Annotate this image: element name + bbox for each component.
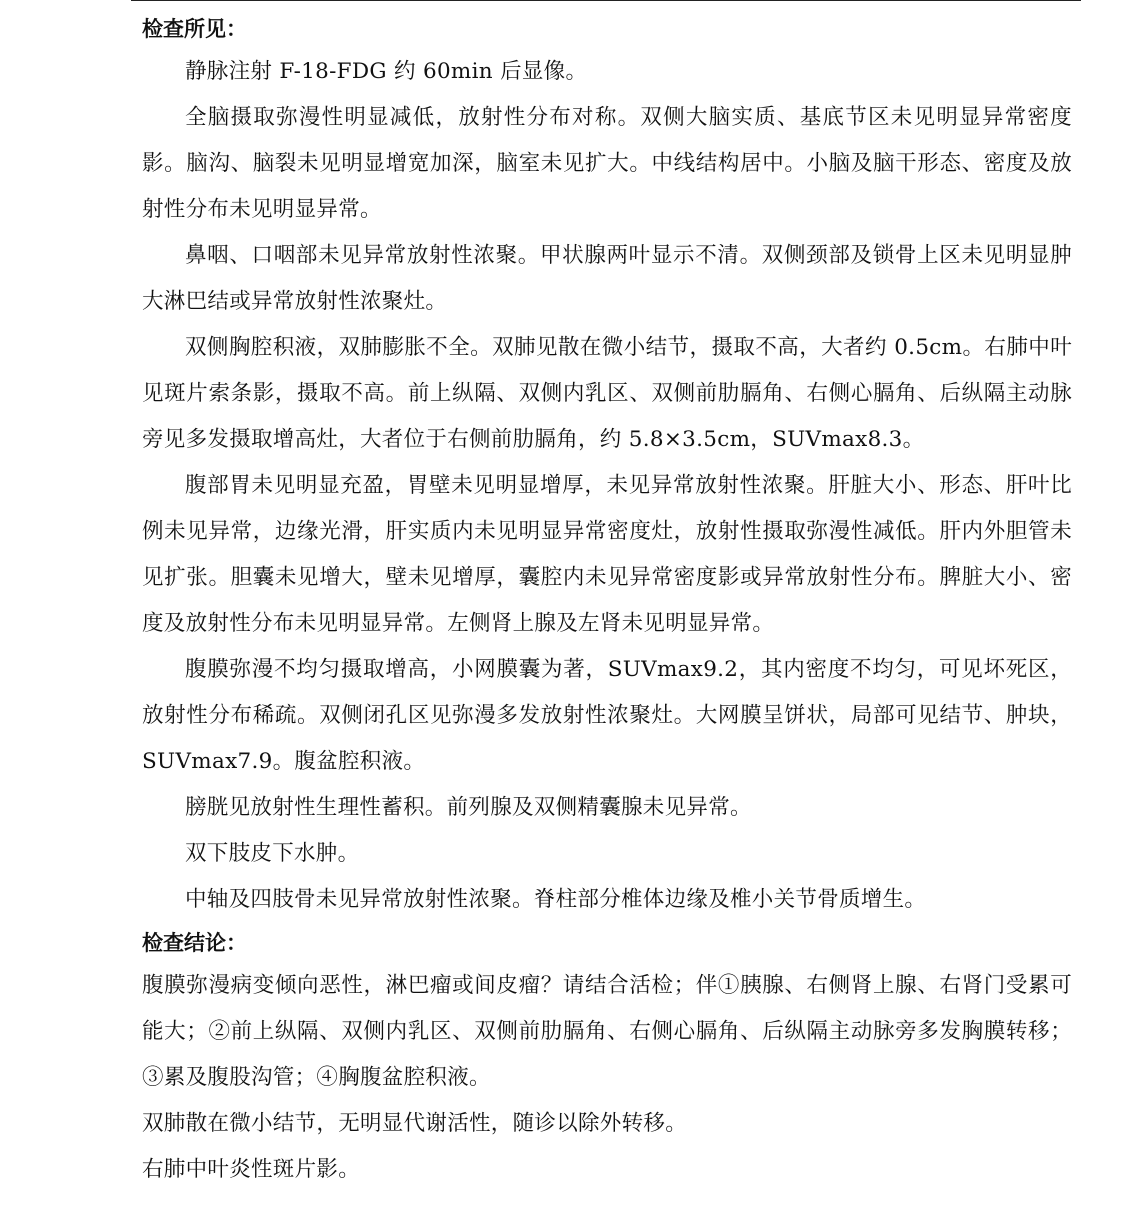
findings-paragraph-neck: 鼻咽、口咽部未见异常放射性浓聚。甲状腺两叶显示不清。双侧颈部及锁骨上区未见明显肿大淋巴结或异常放射性浓聚灶。 bbox=[142, 243, 1072, 314]
conclusion-paragraph-peritoneum: 腹膜弥漫病变倾向恶性，淋巴瘤或间皮瘤？请结合活检；伴①胰腺、右侧肾上腺、右肾门受累可能大；②前上纵隔、双侧内乳区、双侧前肋膈角、右侧心膈角、后纵隔主动脉旁多发胸膜转移；③累及腹股沟管；④胸腹盆腔积液。 bbox=[142, 973, 1072, 1090]
conclusion-section bbox=[142, 963, 1072, 1193]
findings-paragraph-injection: 静脉注射 F-18-FDG 约 60min 后显像。 bbox=[185, 59, 588, 84]
findings-paragraph-bones: 中轴及四肢骨未见异常放射性浓聚。脊柱部分椎体边缘及椎小关节骨质增生。 bbox=[185, 887, 927, 912]
findings-heading: 检查所见： bbox=[142, 17, 247, 41]
findings-section bbox=[142, 49, 1072, 923]
findings-paragraph-chest: 双侧胸腔积液，双肺膨胀不全。双肺见散在微小结节，摄取不高，大者约 0.5cm。右肺中叶见斑片索条影，摄取不高。前上纵隔、双侧内乳区、双侧前肋膈角、右侧心膈角、后纵隔主动脉旁见多发摄取增高灶，大者位于右侧前肋膈角，约 5.8×3.5cm，SUVmax8.3。 bbox=[142, 335, 1072, 452]
findings-paragraph-brain: 全脑摄取弥漫性明显减低，放射性分布对称。双侧大脑实质、基底节区未见明显异常密度影。脑沟、脑裂未见明显增宽加深，脑室未见扩大。中线结构居中。小脑及脑干形态、密度及放射性分布未见明显异常。 bbox=[142, 105, 1072, 222]
report-body bbox=[142, 9, 1072, 1193]
conclusion-paragraph-right-middle-lobe: 右肺中叶炎性斑片影。 bbox=[142, 1157, 361, 1182]
top-divider-line bbox=[131, 0, 1081, 1]
findings-paragraph-limbs: 双下肢皮下水肿。 bbox=[185, 841, 360, 866]
conclusion-paragraph-lung-nodules: 双肺散在微小结节，无明显代谢活性，随诊以除外转移。 bbox=[142, 1111, 688, 1136]
findings-paragraph-abdomen: 腹部胃未见明显充盈，胃壁未见明显增厚，未见异常放射性浓聚。肝脏大小、形态、肝叶比例未见异常，边缘光滑，肝实质内未见明显异常密度灶，放射性摄取弥漫性减低。肝内外胆管未见扩张。胆囊未见增大，壁未见增厚，囊腔内未见异常密度影或异常放射性分布。脾脏大小、密度及放射性分布未见明显异常。左侧肾上腺及左肾未见明显异常。 bbox=[142, 473, 1072, 636]
conclusion-heading: 检查结论： bbox=[142, 931, 247, 955]
findings-paragraph-peritoneum: 腹膜弥漫不均匀摄取增高，小网膜囊为著，SUVmax9.2，其内密度不均匀，可见坏死区，放射性分布稀疏。双侧闭孔区见弥漫多发放射性浓聚灶。大网膜呈饼状，局部可见结节、肿块，SUVmax7.9。腹盆腔积液。 bbox=[142, 657, 1072, 774]
findings-paragraph-pelvis: 膀胱见放射性生理性蓄积。前列腺及双侧精囊腺未见异常。 bbox=[185, 795, 752, 820]
